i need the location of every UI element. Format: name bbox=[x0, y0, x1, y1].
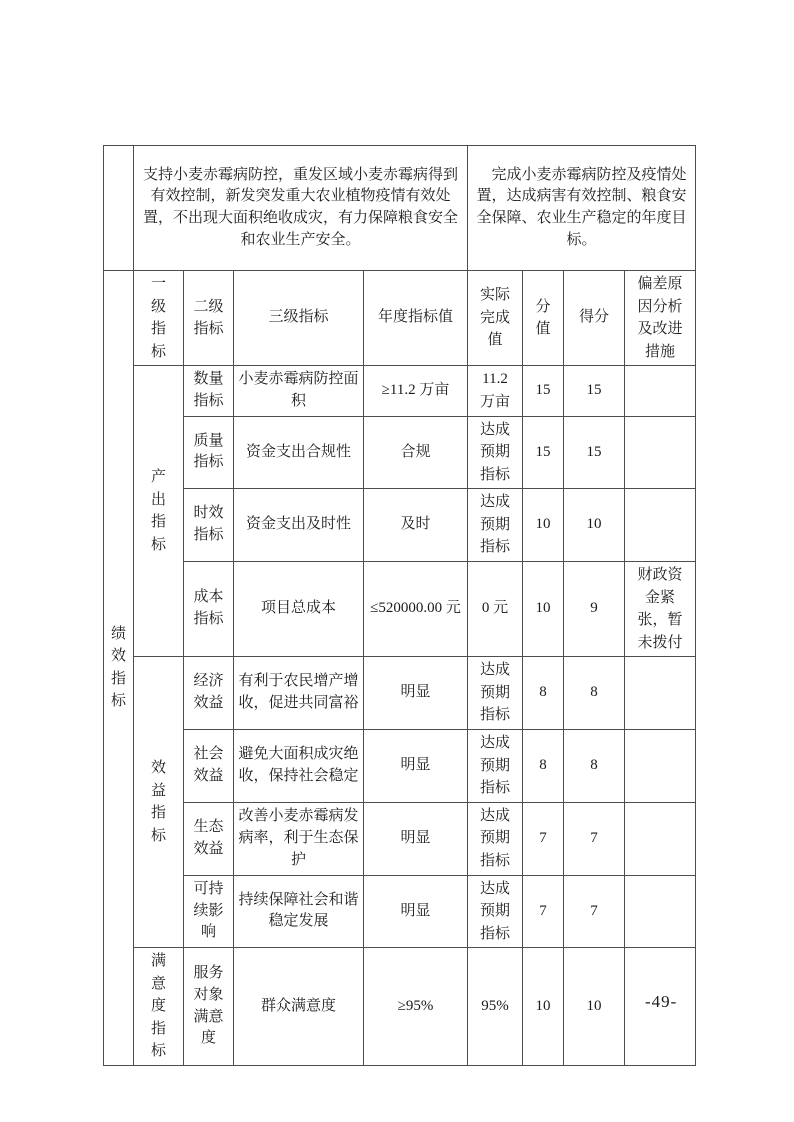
actual-cell: 达成预期指标 bbox=[468, 489, 523, 562]
table-row-timeliness bbox=[104, 489, 696, 562]
table-row-social bbox=[104, 730, 696, 803]
header-points: 分值 bbox=[523, 271, 564, 366]
deviation-cell bbox=[625, 416, 696, 489]
level2-cell: 时效指标 bbox=[184, 489, 234, 562]
page-number: -49- bbox=[645, 992, 678, 1011]
actual-cell: 0 元 bbox=[468, 562, 523, 657]
side-label-cell bbox=[104, 271, 134, 1066]
summary-row bbox=[104, 146, 696, 271]
table-row-satisfaction bbox=[104, 948, 696, 1066]
level2-cell: 成本指标 bbox=[184, 562, 234, 657]
level2-cell: 社会效益 bbox=[184, 730, 234, 803]
deviation-cell bbox=[625, 366, 696, 416]
deviation-cell bbox=[625, 730, 696, 803]
score-cell: 9 bbox=[564, 562, 625, 657]
points-cell: 8 bbox=[523, 730, 564, 803]
deviation-cell: 财政资金紧张，暂未拨付 bbox=[625, 562, 696, 657]
score-cell: 7 bbox=[564, 875, 625, 948]
level3-cell: 小麦赤霉病防控面积 bbox=[234, 366, 364, 416]
actual-cell: 达成预期指标 bbox=[468, 802, 523, 875]
points-cell: 7 bbox=[523, 875, 564, 948]
target-cell: 明显 bbox=[364, 875, 468, 948]
table-row-economic bbox=[104, 657, 696, 730]
score-cell: 8 bbox=[564, 657, 625, 730]
goal-summary-cell: 支持小麦赤霉病防控，重发区域小麦赤霉病得到有效控制，新发突发重大农业植物疫情有效处置，不出现大面积绝收成灾，有力保障粮食安全和农业生产安全。 bbox=[134, 146, 468, 271]
level1-output-cell: 产出指标 bbox=[134, 366, 184, 657]
table-row-quality bbox=[104, 416, 696, 489]
performance-indicator-table bbox=[103, 145, 696, 1066]
table-row-ecological bbox=[104, 802, 696, 875]
actual-cell: 达成预期指标 bbox=[468, 875, 523, 948]
deviation-cell bbox=[625, 489, 696, 562]
side-label: 绩效指标 bbox=[110, 625, 126, 710]
level3-cell: 群众满意度 bbox=[234, 948, 364, 1066]
score-cell: 10 bbox=[564, 489, 625, 562]
points-cell: 10 bbox=[523, 948, 564, 1066]
level2-cell: 质量指标 bbox=[184, 416, 234, 489]
header-level1: 一级指标 bbox=[134, 271, 184, 366]
level3-cell: 有利于农民增产增收，促进共同富裕 bbox=[234, 657, 364, 730]
level1-benefit-cell: 效益指标 bbox=[134, 657, 184, 948]
actual-cell: 达成预期指标 bbox=[468, 657, 523, 730]
target-cell: ≥95% bbox=[364, 948, 468, 1066]
target-cell: 及时 bbox=[364, 489, 468, 562]
level3-cell: 改善小麦赤霉病发病率，利于生态保护 bbox=[234, 802, 364, 875]
score-cell: 8 bbox=[564, 730, 625, 803]
level3-cell: 持续保障社会和谐稳定发展 bbox=[234, 875, 364, 948]
points-cell: 15 bbox=[523, 366, 564, 416]
table-row-sustainability bbox=[104, 875, 696, 948]
level2-cell: 经济效益 bbox=[184, 657, 234, 730]
level3-cell: 资金支出及时性 bbox=[234, 489, 364, 562]
level3-cell: 项目总成本 bbox=[234, 562, 364, 657]
table-header-row bbox=[104, 271, 696, 366]
score-cell: 15 bbox=[564, 366, 625, 416]
level3-cell: 资金支出合规性 bbox=[234, 416, 364, 489]
points-cell: 10 bbox=[523, 562, 564, 657]
points-cell: 7 bbox=[523, 802, 564, 875]
score-cell: 10 bbox=[564, 948, 625, 1066]
target-cell: 明显 bbox=[364, 730, 468, 803]
points-cell: 15 bbox=[523, 416, 564, 489]
level2-cell: 生态效益 bbox=[184, 802, 234, 875]
header-actual: 实际完成值 bbox=[468, 271, 523, 366]
target-cell: 明显 bbox=[364, 802, 468, 875]
header-target: 年度指标值 bbox=[364, 271, 468, 366]
level1-satisfaction-cell: 满意度指标 bbox=[134, 948, 184, 1066]
table-row-cost bbox=[104, 562, 696, 657]
actual-cell: 11.2 万亩 bbox=[468, 366, 523, 416]
deviation-cell bbox=[625, 875, 696, 948]
table-row-quantity bbox=[104, 366, 696, 416]
score-cell: 7 bbox=[564, 802, 625, 875]
target-cell: ≤520000.00 元 bbox=[364, 562, 468, 657]
level2-cell: 数量指标 bbox=[184, 366, 234, 416]
level2-cell: 可持续影响 bbox=[184, 875, 234, 948]
level2-cell: 服务对象满意度 bbox=[184, 948, 234, 1066]
level3-cell: 避免大面积成灾绝收，保持社会稳定 bbox=[234, 730, 364, 803]
points-cell: 8 bbox=[523, 657, 564, 730]
score-cell: 15 bbox=[564, 416, 625, 489]
header-level3: 三级指标 bbox=[234, 271, 364, 366]
actual-cell: 达成预期指标 bbox=[468, 416, 523, 489]
header-level2: 二级指标 bbox=[184, 271, 234, 366]
target-cell: 明显 bbox=[364, 657, 468, 730]
deviation-cell bbox=[625, 657, 696, 730]
points-cell: 10 bbox=[523, 489, 564, 562]
deviation-cell bbox=[625, 802, 696, 875]
header-deviation: 偏差原因分析及改进措施 bbox=[625, 271, 696, 366]
target-cell: ≥11.2 万亩 bbox=[364, 366, 468, 416]
header-score: 得分 bbox=[564, 271, 625, 366]
completion-summary-cell: 完成小麦赤霉病防控及疫情处置，达成病害有效控制、粮食安全保障、农业生产稳定的年度目标。 bbox=[468, 146, 696, 271]
actual-cell: 95% bbox=[468, 948, 523, 1066]
target-cell: 合规 bbox=[364, 416, 468, 489]
blank-cell bbox=[104, 146, 134, 271]
actual-cell: 达成预期指标 bbox=[468, 730, 523, 803]
